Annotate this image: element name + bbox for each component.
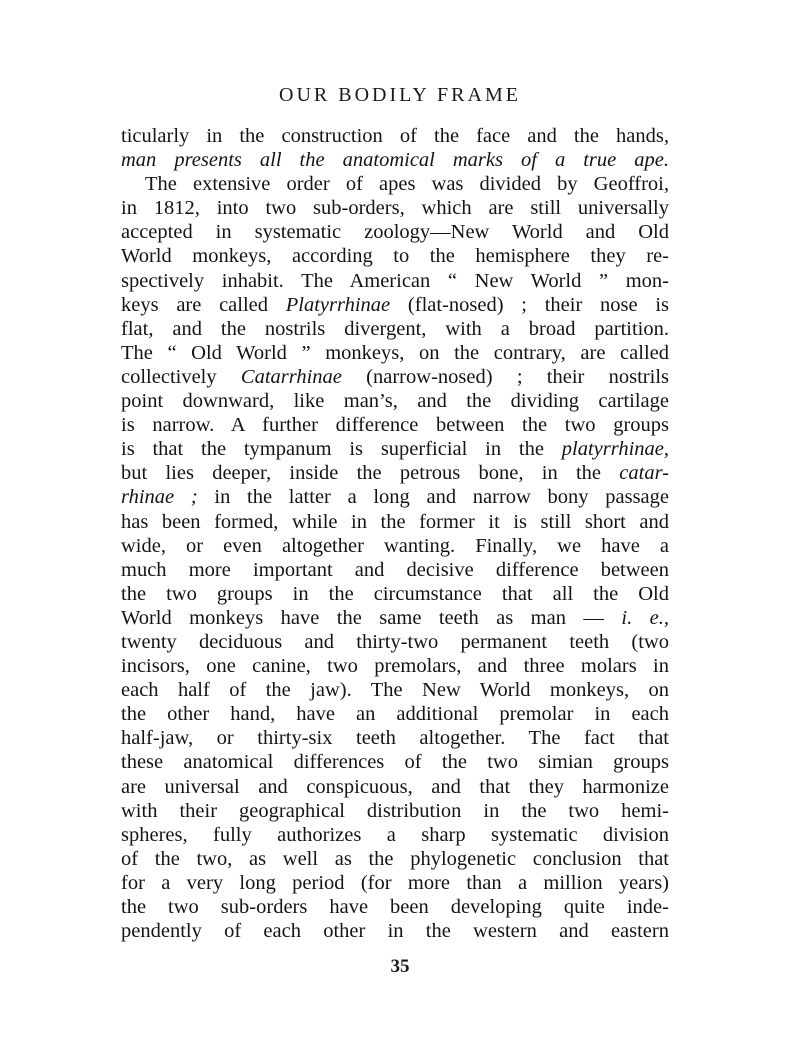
text-line: flat, and the nostrils divergent, with a broad partition. bbox=[121, 317, 669, 340]
text-line bbox=[121, 606, 669, 630]
text-run: keys are called bbox=[121, 293, 286, 316]
text-line: much more important and decisive difference between bbox=[121, 558, 669, 581]
text-line: of the two, as well as the phylogenetic conclusion that bbox=[121, 847, 669, 870]
italic-term: rhinae ; bbox=[121, 486, 198, 509]
text-line: twenty deciduous and thirty-two permanent teeth (two bbox=[121, 630, 669, 653]
italic-phrase: man presents all the anatomical marks of a true ape. bbox=[121, 149, 669, 172]
text-line: for a very long period (for more than a million years) bbox=[121, 871, 669, 894]
text-line: incisors, one canine, two premolars, and three molars in bbox=[121, 655, 669, 678]
text-line bbox=[121, 437, 669, 461]
italic-abbreviation: i. e., bbox=[621, 606, 669, 629]
body-text bbox=[121, 124, 669, 943]
italic-term: Platyrrhinae bbox=[285, 293, 391, 316]
text-line: The “ Old World ” monkeys, on the contrary, are called bbox=[121, 341, 669, 364]
page-number: 35 bbox=[390, 956, 410, 977]
text-line bbox=[121, 293, 669, 317]
text-line: these anatomical differences of the two simian groups bbox=[121, 751, 669, 774]
text-line: the two sub-orders have been developing quite inde- bbox=[121, 896, 669, 918]
text-run: but lies deeper, inside the petrous bone, in the bbox=[121, 462, 620, 485]
text-line: The extensive order of apes was divided by Geoffroi, bbox=[145, 173, 669, 196]
text-line: half-jaw, or thirty-six teeth altogether. The fact that bbox=[121, 727, 669, 750]
text-line: World monkeys, according to the hemisphere they re- bbox=[121, 245, 669, 268]
text-line: spheres, fully authorizes a sharp systematic division bbox=[121, 823, 669, 846]
text-run: in the latter a long and narrow bony passage bbox=[197, 486, 669, 509]
text-line: the other hand, have an additional premolar in each bbox=[121, 703, 669, 726]
text-run: is that the tympanum is superficial in the bbox=[121, 438, 562, 461]
text-line bbox=[121, 461, 669, 485]
text-line: is narrow. A further difference between the two groups bbox=[121, 414, 669, 437]
text-run: (narrow-nosed) ; their nostrils bbox=[341, 365, 670, 388]
text-line bbox=[121, 485, 669, 509]
text-line: are universal and conspicuous, and that they harmonize bbox=[121, 775, 669, 798]
text-run: World monkeys have the same teeth as man — bbox=[121, 606, 622, 629]
text-line: accepted in systematic zoology—New World and Old bbox=[121, 221, 669, 244]
text-line: with their geographical distribution in the two hemi- bbox=[121, 799, 669, 822]
italic-term: Catarrhinae bbox=[240, 365, 342, 388]
text-line bbox=[121, 365, 669, 389]
text-line: pendently of each other in the western and eastern bbox=[121, 920, 669, 943]
italic-term: platyrrhinae, bbox=[561, 438, 669, 461]
text-line: each half of the jaw). The New World monkeys, on bbox=[121, 679, 669, 702]
text-line: wide, or even altogether wanting. Finally, we have a bbox=[121, 534, 669, 557]
text-run: collectively bbox=[121, 365, 241, 388]
text-line: ticularly in the construction of the face and the hands, bbox=[121, 125, 669, 147]
text-line: the two groups in the circumstance that all the Old bbox=[121, 582, 669, 605]
italic-term: catar- bbox=[619, 462, 669, 485]
text-run: (flat-nosed) ; their nose is bbox=[390, 293, 669, 316]
text-line: in 1812, into two sub-orders, which are still universally bbox=[121, 197, 669, 220]
text-line bbox=[121, 148, 669, 172]
text-line: point downward, like man’s, and the dividing cartilage bbox=[121, 390, 669, 413]
running-head: OUR BODILY FRAME bbox=[279, 84, 521, 106]
text-line: has been formed, while in the former it is still short and bbox=[121, 510, 669, 533]
text-line: spectively inhabit. The American “ New World ” mon- bbox=[121, 269, 669, 292]
